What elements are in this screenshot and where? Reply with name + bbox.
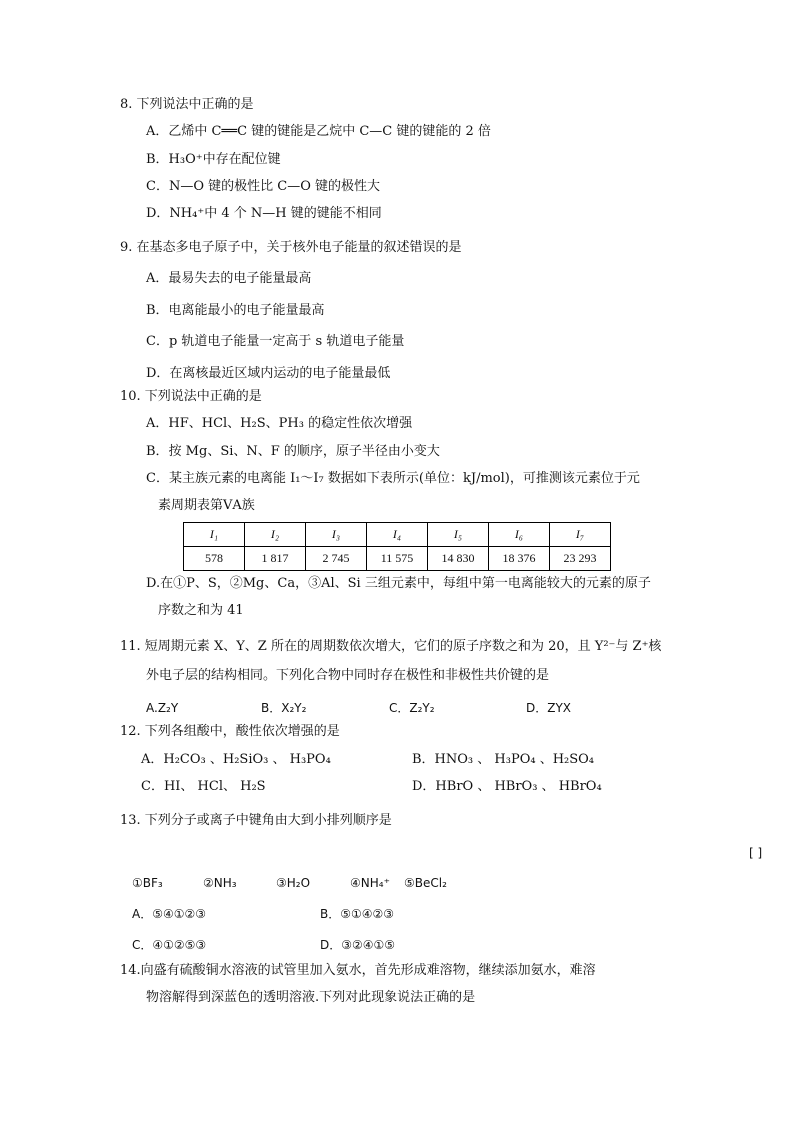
q13-item-becl2: ⑤BeCl₂ xyxy=(404,876,447,890)
q13-option-a: A．⑤④①②③ xyxy=(132,907,206,921)
table-cell: 2 745 xyxy=(306,547,367,571)
q10-option-c-line1: C．某主族元素的电离能 I₁～I₇ 数据如下表所示(单位：kJ/mol)，可推测该元素位于元 xyxy=(146,471,640,486)
q9-option-b: B．电离能最小的电子能量最高 xyxy=(146,303,325,318)
q14-stem-line1: 14.向盛有硫酸铜水溶液的试管里加入氨水，首先形成难溶物，继续添加氨水，难溶 xyxy=(120,963,596,978)
q9-option-c: C．p 轨道电子能量一定高于 s 轨道电子能量 xyxy=(146,334,405,349)
table-header-cell: I₁ xyxy=(184,523,245,547)
q11-option-d: D．ZYX xyxy=(526,701,572,715)
q11-option-c: C．Z₂Y₂ xyxy=(389,701,435,715)
table-cell: 1 817 xyxy=(245,547,306,571)
table-cell: 23 293 xyxy=(550,547,611,571)
q10-stem: 10. 下列说法中正确的是 xyxy=(120,389,262,404)
q11-stem-line1: 11. 短周期元素 X、Y、Z 所在的周期数依次增大，它们的原子序数之和为 20，且 Y²⁻与 Z⁺核 xyxy=(120,639,662,654)
table-cell: 578 xyxy=(184,547,245,571)
q9-option-a: A．最易失去的电子能量最高 xyxy=(146,271,312,286)
q12-option-b: B．HNO₃ 、 H₃PO₄ 、H₂SO₄ xyxy=(412,752,595,767)
q12-stem: 12. 下列各组酸中，酸性依次增强的是 xyxy=(120,724,340,739)
q11-option-b: B．X₂Y₂ xyxy=(261,701,307,715)
table-header-cell: I₆ xyxy=(489,523,550,547)
q10-option-b: B．按 Mg、Si、N、F 的顺序，原子半径由小变大 xyxy=(146,444,440,459)
q13-item-nh4: ④NH₄⁺ xyxy=(350,876,390,890)
table-row xyxy=(184,547,611,571)
q8-option-d: D．NH₄⁺中 4 个 N—H 键的键能不相同 xyxy=(146,206,382,221)
table-header-cell: I₂ xyxy=(245,523,306,547)
table-header-cell: I₅ xyxy=(428,523,489,547)
q11-option-a: A.Z₂Y xyxy=(146,701,179,715)
table-cell: 14 830 xyxy=(428,547,489,571)
q13-option-b: B．⑤①④②③ xyxy=(320,907,395,921)
q9-option-d: D．在离核最近区域内运动的电子能量最低 xyxy=(146,366,391,381)
q9-stem: 9. 在基态多电子原子中，关于核外电子能量的叙述错误的是 xyxy=(120,240,462,255)
q13-item-nh3: ②NH₃ xyxy=(203,876,237,890)
table-cell: 11 575 xyxy=(367,547,428,571)
table-header-row xyxy=(184,523,611,547)
q13-item-h2o: ③H₂O xyxy=(276,876,311,890)
q12-option-c: C．HI、 HCl、 H₂S xyxy=(141,779,266,794)
ionization-energy-table xyxy=(183,522,611,571)
q12-option-a: A．H₂CO₃ 、H₂SiO₃ 、 H₃PO₄ xyxy=(141,752,331,767)
table-header-cell: I₃ xyxy=(306,523,367,547)
table-cell: 18 376 xyxy=(489,547,550,571)
q14-stem-line2: 物溶解得到深蓝色的透明溶液.下列对此现象说法正确的是 xyxy=(146,990,476,1005)
q13-stem: 13. 下列分子或离子中键角由大到小排列顺序是 xyxy=(120,813,392,828)
q8-option-a: A．乙烯中 C══C 键的键能是乙烷中 C—C 键的键能的 2 倍 xyxy=(146,124,491,139)
q10-option-d-line2: 序数之和为 41 xyxy=(158,603,244,618)
q8-option-c: C．N—O 键的极性比 C—O 键的极性大 xyxy=(146,179,380,194)
q8-stem: 8. 下列说法中正确的是 xyxy=(120,97,254,112)
table-header-cell: I₇ xyxy=(550,523,611,547)
answer-bracket: [ ] xyxy=(749,846,763,860)
q8-option-b: B．H₃O⁺中存在配位键 xyxy=(146,152,281,167)
q10-option-d-line1: D.在①P、S，②Mg、Ca，③Al、Si 三组元素中，每组中第一电离能较大的元素的原子 xyxy=(146,576,651,591)
table-header-cell: I₄ xyxy=(367,523,428,547)
q10-option-a: A．HF、HCl、H₂S、PH₃ 的稳定性依次增强 xyxy=(146,416,413,431)
q12-option-d: D．HBrO 、 HBrO₃ 、 HBrO₄ xyxy=(412,779,602,794)
q11-stem-line2: 外电子层的结构相同。下列化合物中同时存在极性和非极性共价键的是 xyxy=(146,668,550,683)
q13-option-c: C．④①②⑤③ xyxy=(132,938,207,952)
q13-item-bf3: ①BF₃ xyxy=(132,876,163,890)
q13-option-d: D．③②④①⑤ xyxy=(320,938,396,952)
q10-option-c-line2: 素周期表第ⅤA族 xyxy=(158,498,255,513)
